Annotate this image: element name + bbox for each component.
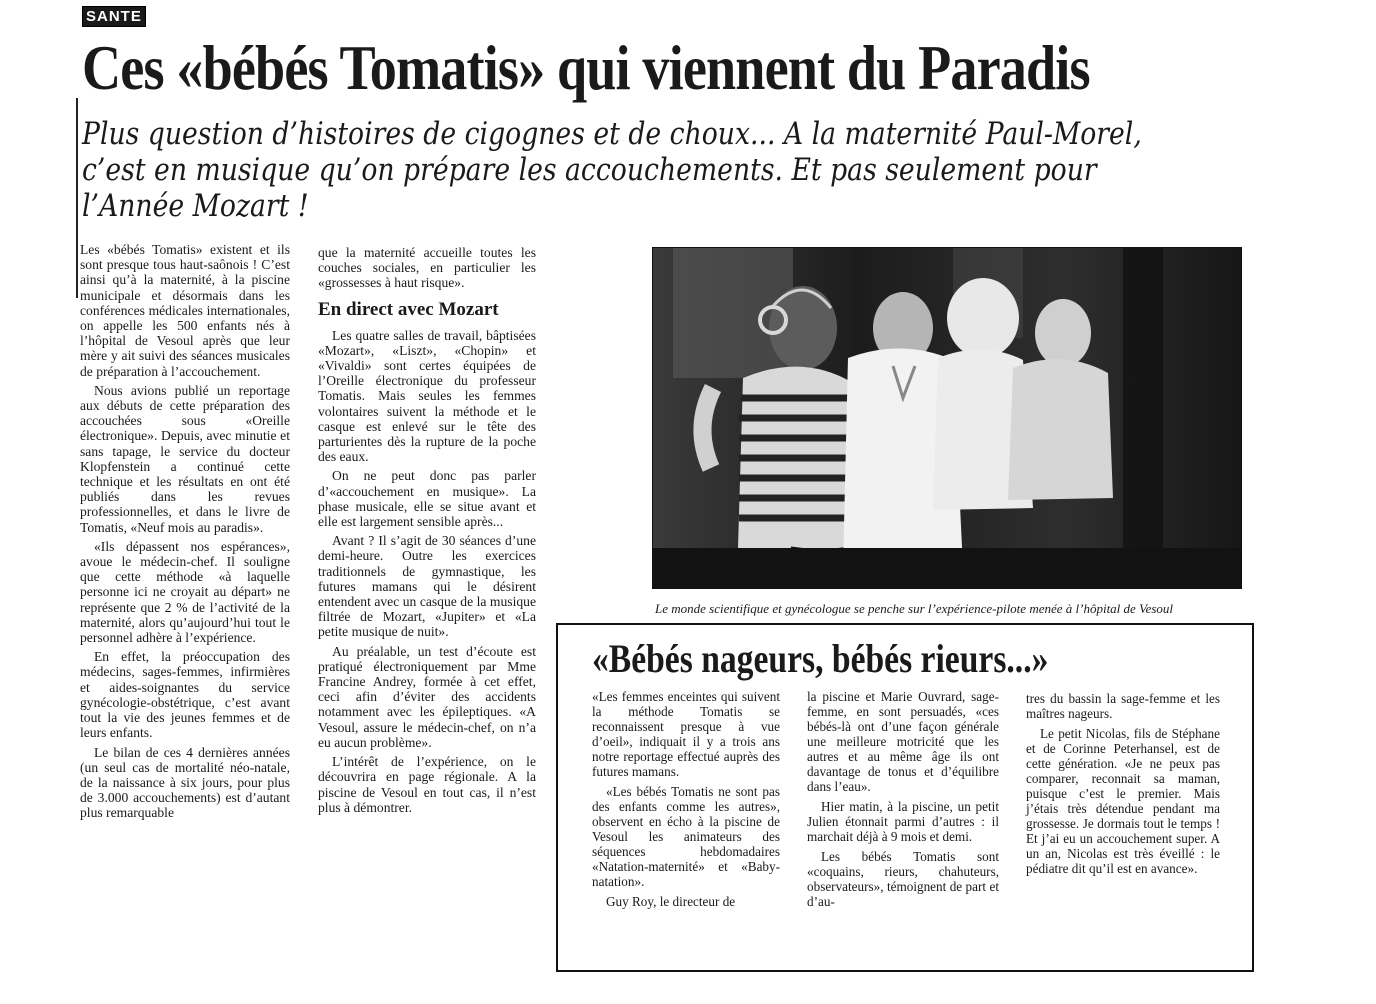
subheadline: Plus question d’histoires de cigognes et de choux... A la maternité Paul-Morel, c’est en musique qu’on prépare les accouchements. Et pas seulement pour l’Année Mozart ! xyxy=(82,116,1142,224)
left-rule xyxy=(76,98,78,298)
sidebar-paragraph: Les bébés Tomatis sont «coquains, rieurs, chahuteurs, observateurs», témoignent de part et d’au- xyxy=(807,849,999,909)
photo-caption: Le monde scientifique et gynécologue se penche sur l’expérience-pilote menée à l’hôpital de Vesoul xyxy=(654,601,1174,616)
sidebar-paragraph: la piscine et Marie Ouvrard, sage-femme, en sont persuadés, «ces bébés-là ont d’une façon générale une meilleure motricité que les autres et au même âge ils ont davantage de tonus et d’équilibre dans l’eau». xyxy=(807,689,999,794)
article-column-2 xyxy=(318,245,536,819)
article-paragraph: On ne peut donc pas parler d’«accouchement en musique». La phase musicale, elle se situe avant et elle est largement sensible après... xyxy=(318,468,536,530)
sidebar-paragraph: «Les bébés Tomatis ne sont pas des enfants comme les autres», observent en écho à la piscine de Vesoul les animateurs des séquences hebdomadaires «Natation-maternité» et «Baby-natation». xyxy=(592,784,780,889)
sidebar-paragraph: tres du bassin la sage-femme et les maîtres nageurs. xyxy=(1026,691,1220,721)
article-subheading: En direct avec Mozart xyxy=(318,298,499,320)
sidebar-column-1 xyxy=(592,689,780,914)
article-paragraph: Nous avions publié un reportage aux débuts de cette préparation des accouchées sous «Oreille électronique». Depuis, avec minutie et sans tapage, le service du docteur Klopfenstein a continué cette technique et les résultats en ont été publiés dans les revues professionnelles, et dans le livre de Tomatis, «Neuf mois au paradis». xyxy=(80,382,290,535)
article-paragraph: Avant ? Il s’agit de 30 séances d’une demi-heure. Outre les exercices traditionnels de gymnastique, les futures mamans qui le désirent entendent avec un casque de la musique filtrée de Mozart, «Jupiter» et «La petite musique de nuit». xyxy=(318,533,536,640)
article-column-1 xyxy=(80,242,290,825)
section-rubric: SANTE xyxy=(82,6,146,27)
sidebar-column-3 xyxy=(1026,691,1220,881)
sidebar-title: «Bébés nageurs, bébés rieurs...» xyxy=(592,636,1049,681)
sidebar-paragraph: Hier matin, à la piscine, un petit Julien étonnait parmi d’autres : il marchait déjà à 9 mois et demi. xyxy=(807,799,999,844)
sidebar-paragraph: Guy Roy, le directeur de xyxy=(606,894,736,909)
headline: Ces «bébés Tomatis» qui viennent du Paradis xyxy=(82,33,1090,103)
article-paragraph: En effet, la préoccupation des médecins, sages-femmes, infirmières et aides-soignantes du service gynécologie-obstétrique, c’est avant tout la vie des jeunes femmes et de leurs enfants. xyxy=(80,649,290,741)
article-paragraph: Au préalable, un test d’écoute est pratiqué électroniquement par Mme Francine Andrey, formée à cet effet, ceci afin d’éviter des accidents notamment avec les épileptiques. «A Vesoul, assure le médecin-chef, on n’a eu aucun problème». xyxy=(318,643,536,750)
photo-illustration xyxy=(653,248,1241,588)
article-paragraph: que la maternité accueille toutes les couches sociales, en particulier les «grossesses à haut risque». xyxy=(318,245,536,291)
article-photo xyxy=(652,247,1242,589)
sidebar-paragraph: Le petit Nicolas, fils de Stéphane et de Corinne Peterhansel, est de cette génération. «Je ne peux pas comparer, reconnait sa maman, puisque c’est le premier. Mais j’étais très détendue pendant ma grossesse. Je dormais tout le temps ! Et j’ai eu un accouchement super. A un an, Nicolas est très éveillé : le pédiatre dit qu’il est en avance». xyxy=(1026,726,1220,876)
article-paragraph: Les «bébés Tomatis» existent et ils sont presque tous haut-saônois ! C’est ainsi qu’à la maternité, à la piscine municipale et désormais dans les conférences médicales internationales, on appelle les 500 enfants nés à l’hôpital de Vesoul après que leur mère y ait suivi des séances musicales de préparation à l’accouchement. xyxy=(80,242,290,379)
sidebar-paragraph: «Les femmes enceintes qui suivent la méthode Tomatis se reconnaissent presque à vue d’oeil», indiquait il y a trois ans notre reportage effectué auprès des futures mamans. xyxy=(592,689,780,779)
article-paragraph: «Ils dépassent nos espérances», avoue le médecin-chef. Il souligne que cette méthode «à laquelle personne ici ne croyait au départ» ne représente que 2 % de l’activité de la maternité, alors qu’aujourd’hui tout le personnel adhère à l’expérience. xyxy=(80,538,290,646)
sidebar-column-2 xyxy=(807,689,999,914)
article-paragraph: L’intérêt de l’expérience, on le découvrira en page régionale. A la piscine de Vesoul en tout cas, il n’est plus à démontrer. xyxy=(318,754,536,815)
article-paragraph: Les quatre salles de travail, bâptisées «Mozart», «Liszt», «Chopin» et «Vivaldi» sont certes équipées de l’Oreille électronique du professeur Tomatis. Mais seules les femmes volontaires suivent la méthode et le casque est enlevé sur le tête des parturientes dès la rupture de la poche des eaux. xyxy=(318,327,536,465)
article-paragraph: Le bilan de ces 4 dernières années (un seul cas de mortalité néo-natale, de la naissance à six jours, pour plus de 3.000 accouchements) est d’autant plus remarquable xyxy=(80,744,290,821)
